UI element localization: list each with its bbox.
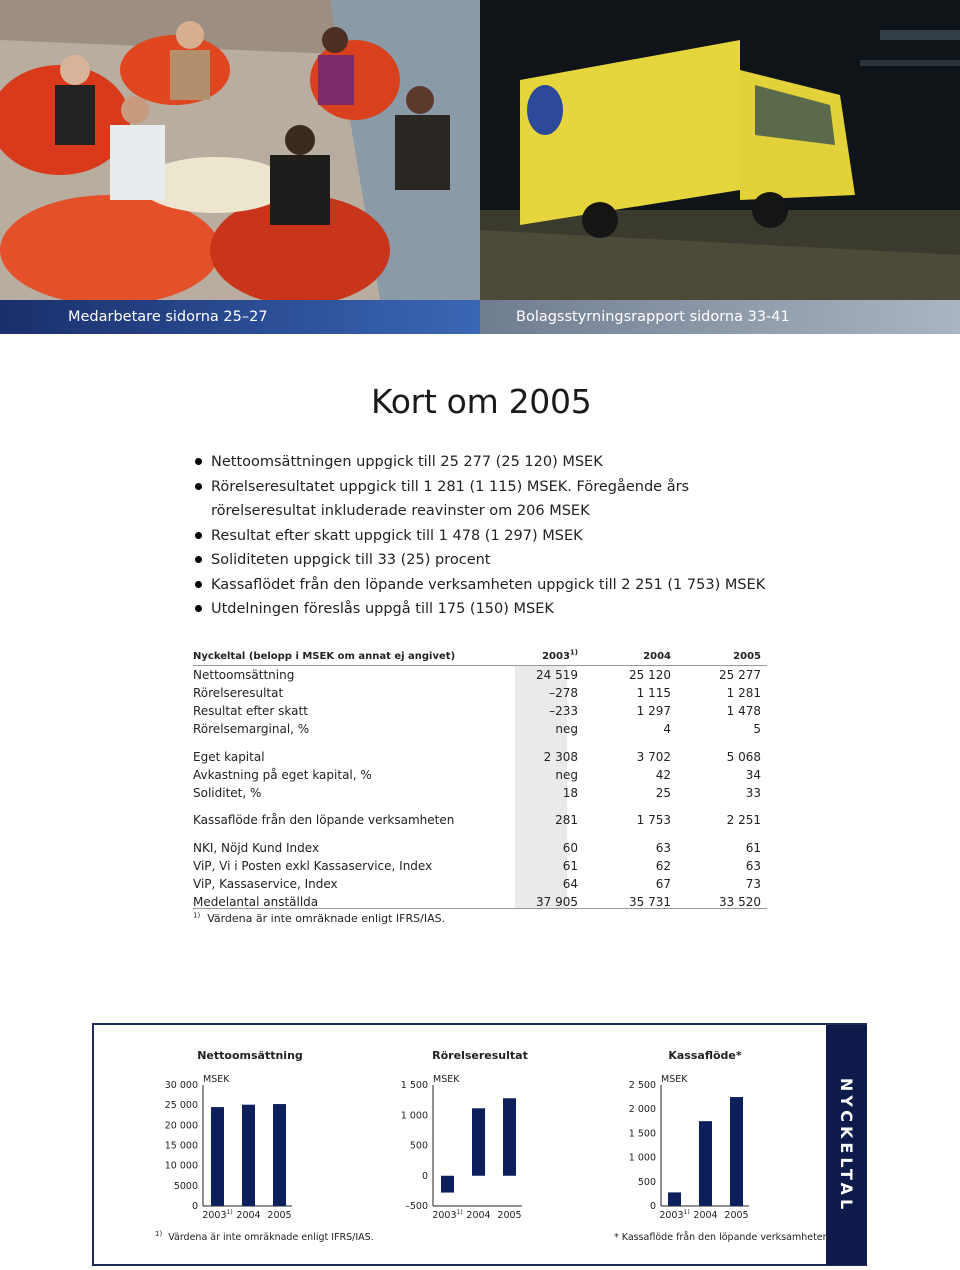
caption-left-text: Medarbetare sidorna 25–27 <box>68 309 268 325</box>
cell-2004: 25 120 <box>629 668 671 682</box>
y-tick-label: 2 000 <box>628 1104 656 1116</box>
chart-unit-label: MSEK <box>661 1074 688 1085</box>
x-tick-label: 2003$^{1)}$ <box>202 1209 233 1221</box>
chart-bar <box>668 1192 681 1206</box>
x-tick-label: 2005 <box>724 1210 749 1221</box>
y-tick-label: 0 <box>191 1201 198 1212</box>
cell-2005: 73 <box>745 876 761 891</box>
cell-2003: 18 <box>562 785 578 800</box>
x-tick-label: 2004 <box>466 1210 491 1221</box>
chart-footnote-left <box>155 1229 374 1243</box>
y-tick-label: 500 <box>409 1140 428 1152</box>
chart-title: Rörelseresultat <box>432 1049 528 1062</box>
chart-unit-label: MSEK <box>203 1074 230 1085</box>
page-title: Kort om 2005 <box>371 382 592 421</box>
chart-bar <box>730 1097 743 1206</box>
row-label: Eget kapital <box>193 749 265 764</box>
footnote-mark: 1) <box>193 911 201 920</box>
table-header-2004: 2004 <box>643 651 671 662</box>
cell-2004: 1 297 <box>636 704 671 718</box>
chart-title: Kassaflöde* <box>668 1049 742 1062</box>
chart-title: Nettoomsättning <box>197 1049 303 1062</box>
cell-2003: 64 <box>562 876 578 891</box>
cell-2003: 60 <box>562 840 578 855</box>
footnote-mark: 1) <box>569 648 578 657</box>
row-label: ViP, Vi i Posten exkl Kassaservice, Index <box>193 858 433 873</box>
chart-bar <box>503 1098 516 1176</box>
y-tick-label: 500 <box>637 1176 656 1188</box>
y-tick-label: 1 500 <box>628 1128 656 1140</box>
chart-bar <box>472 1108 485 1175</box>
y-tick-label: 10 000 <box>164 1160 198 1172</box>
cell-2005: 5 <box>753 722 761 736</box>
cell-2004: 1 115 <box>636 686 671 700</box>
row-label: NKI, Nöjd Kund Index <box>193 840 320 855</box>
row-label: Soliditet, % <box>193 785 262 800</box>
cell-2003: neg <box>555 722 578 736</box>
row-label: Nettoomsättning <box>193 668 295 682</box>
cell-2004: 3 702 <box>636 749 671 764</box>
y-tick-label: 0 <box>421 1170 428 1182</box>
highlight-item: Soliditeten uppgick till 33 (25) procent <box>195 548 795 573</box>
x-tick-label: 2005 <box>267 1210 292 1221</box>
cell-2003: –278 <box>549 686 578 700</box>
cell-2003: 24 519 <box>536 668 578 682</box>
year-2003: 2003 <box>542 651 570 662</box>
cell-2004: 35 731 <box>629 894 671 909</box>
footnote-mark: 1) <box>155 1229 163 1238</box>
y-tick-label: 2 500 <box>628 1080 656 1091</box>
y-tick-label: 15 000 <box>164 1140 198 1152</box>
highlight-item: Utdelningen föreslås uppgå till 175 (150) MSEK <box>195 597 795 622</box>
row-label: Avkastning på eget kapital, % <box>193 767 372 782</box>
chart-footnote-left-text: Värdena är inte omräknade enligt IFRS/IAS. <box>168 1232 374 1243</box>
row-label: Rörelsemarginal, % <box>193 722 310 736</box>
row-label: Rörelseresultat <box>193 686 284 700</box>
cell-2005: 33 520 <box>719 894 761 909</box>
highlight-item: Resultat efter skatt uppgick till 1 478 (1 297) MSEK <box>195 524 795 549</box>
cell-2003: 281 <box>555 813 578 827</box>
cell-2003: neg <box>555 767 578 782</box>
y-tick-label: 1 500 <box>400 1080 428 1091</box>
side-label-text: NYCKELTAL <box>837 1077 856 1213</box>
cell-2005: 1 478 <box>726 704 761 718</box>
chart-bar <box>211 1107 224 1206</box>
y-tick-label: 25 000 <box>164 1100 198 1112</box>
y-tick-label: 20 000 <box>164 1120 198 1132</box>
chart-bar <box>699 1121 712 1206</box>
cell-2003: –233 <box>549 704 578 718</box>
y-tick-label: 30 000 <box>164 1080 198 1091</box>
cell-2004: 42 <box>655 767 671 782</box>
x-tick-label: 2004 <box>693 1210 718 1221</box>
cell-2005: 34 <box>745 767 761 782</box>
x-tick-label: 2003$^{1)}$ <box>659 1209 690 1221</box>
cell-2005: 1 281 <box>726 686 761 700</box>
y-tick-label: –500 <box>405 1201 428 1212</box>
row-label: Medelantal anställda <box>193 894 319 909</box>
cell-2003: 2 308 <box>543 749 578 764</box>
cell-2004: 62 <box>655 858 671 873</box>
chart-unit-label: MSEK <box>433 1074 460 1085</box>
chart-bar <box>441 1176 454 1193</box>
y-tick-label: 1 000 <box>400 1110 428 1122</box>
cell-2003: 61 <box>562 858 578 873</box>
row-label: Kassaflöde från den löpande verksamheten <box>193 813 455 827</box>
footnote-text: Värdena är inte omräknade enligt IFRS/IAS. <box>207 912 446 925</box>
chart-bar <box>242 1105 255 1206</box>
chart-bar <box>273 1104 286 1206</box>
cell-2005: 2 251 <box>726 813 761 827</box>
table-header-2005: 2005 <box>733 651 761 662</box>
cell-2005: 33 <box>745 785 761 800</box>
cell-2003: 37 905 <box>536 894 578 909</box>
y-tick-label: 5000 <box>173 1180 198 1192</box>
highlight-item: Rörelseresultatet uppgick till 1 281 (1 115) MSEK. Föregående års rörelseresultat inkluderade reavinster om 206 MSEK <box>195 475 795 524</box>
highlight-item: Kassaflödet från den löpande verksamheten uppgick till 2 251 (1 753) MSEK <box>195 573 795 598</box>
cell-2005: 25 277 <box>719 668 761 682</box>
x-tick-label: 2003$^{1)}$ <box>432 1209 463 1221</box>
chart-footnote-right: * Kassaflöde från den löpande verksamheten. <box>614 1232 832 1243</box>
cell-2004: 25 <box>655 785 671 800</box>
y-tick-label: 0 <box>649 1201 656 1212</box>
row-label: Resultat efter skatt <box>193 704 308 718</box>
highlight-item: Nettoomsättningen uppgick till 25 277 (25 120) MSEK <box>195 450 795 475</box>
cell-2005: 61 <box>745 840 761 855</box>
caption-right-text: Bolagsstyrningsrapport sidorna 33-41 <box>516 309 790 325</box>
cell-2004: 4 <box>663 722 671 736</box>
row-label: ViP, Kassaservice, Index <box>193 876 338 891</box>
x-tick-label: 2005 <box>497 1210 522 1221</box>
y-tick-label: 1 000 <box>628 1152 656 1164</box>
x-tick-label: 2004 <box>236 1210 261 1221</box>
cell-2004: 67 <box>655 876 671 891</box>
cell-2004: 63 <box>655 840 671 855</box>
cell-2005: 5 068 <box>726 749 761 764</box>
cell-2005: 63 <box>745 858 761 873</box>
table-header-label: Nyckeltal (belopp i MSEK om annat ej angivet) <box>193 651 456 662</box>
cell-2004: 1 753 <box>636 813 671 827</box>
